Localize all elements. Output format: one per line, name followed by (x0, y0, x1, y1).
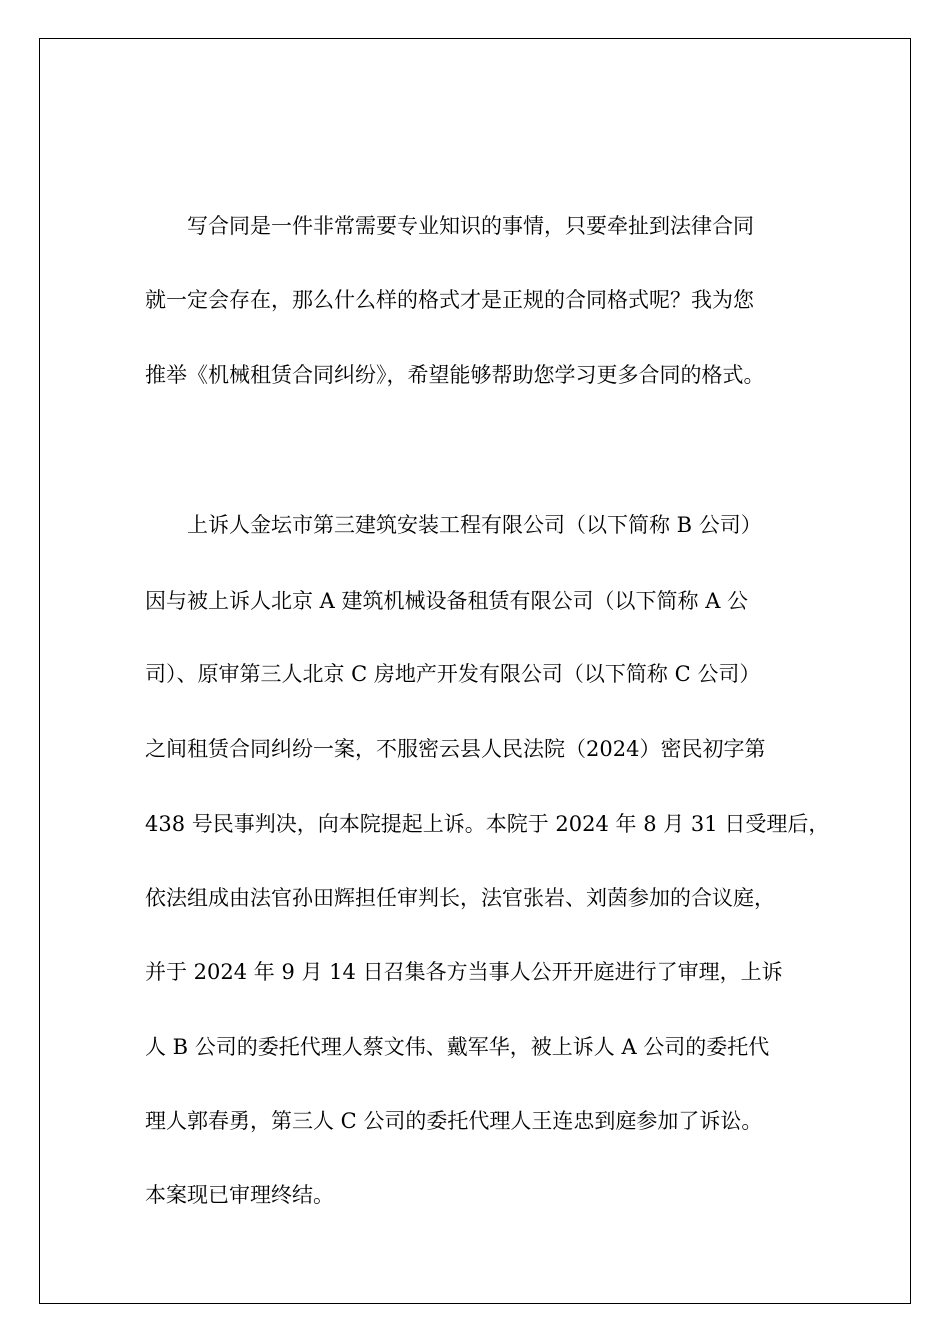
intro-line: 写合同是一件非常需要专业知识的事情，只要牵扯到法律合同 (145, 214, 754, 238)
body-line: 并于 2024 年 9 月 14 日召集各方当事人公开开庭进行了审理，上诉 (145, 960, 783, 984)
body-line: 理人郭春勇，第三人 C 公司的委托代理人王连忠到庭参加了诉讼。 (145, 1109, 763, 1133)
body-line: 本案现已审理终结。 (145, 1183, 334, 1207)
body-line: 438 号民事判决，向本院提起上诉。本院于 2024 年 8 月 31 日受理后， (145, 812, 830, 836)
body-line: 司）、原审第三人北京 C 房地产开发有限公司（以下简称 C 公司） (145, 662, 761, 686)
body-line: 上诉人金坛市第三建筑安装工程有限公司（以下简称 B 公司） (145, 513, 762, 537)
intro-line: 就一定会存在，那么什么样的格式才是正规的合同格式呢？我为您 (145, 288, 754, 312)
body-line: 依法组成由法官孙田辉担任审判长，法官张岩、刘茵参加的合议庭， (145, 886, 775, 910)
body-line: 人 B 公司的委托代理人蔡文伟、戴军华，被上诉人 A 公司的委托代 (145, 1035, 770, 1059)
body-line: 之间租赁合同纠纷一案，不服密云县人民法院（2024）密民初字第 (145, 737, 766, 761)
intro-line: 推举《机械租赁合同纠纷》，希望能够帮助您学习更多合同的格式。 (145, 363, 765, 387)
body-line: 因与被上诉人北京 A 建筑机械设备租赁有限公司（以下简称 A 公 (145, 589, 749, 613)
